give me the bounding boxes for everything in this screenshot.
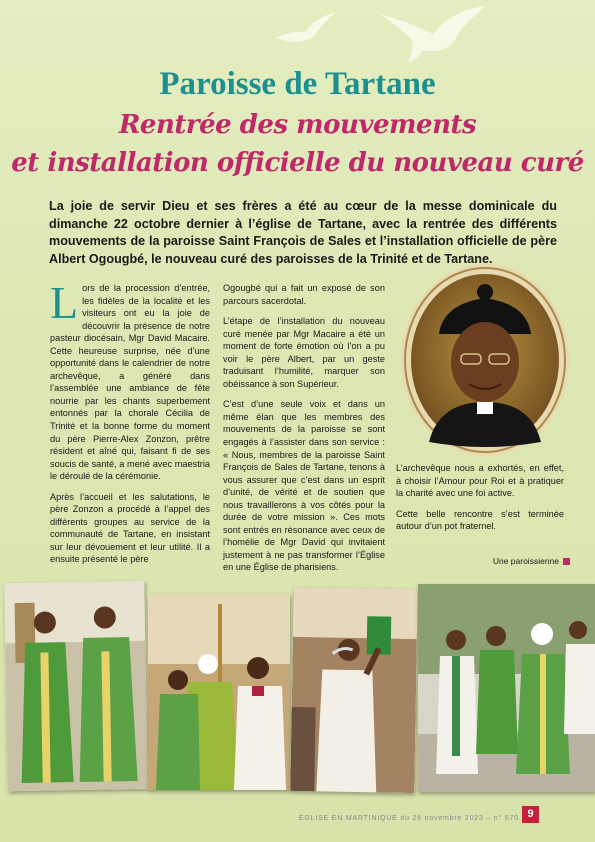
article-subtitle-line1: Rentrée des mouvements [118, 110, 477, 140]
signature-text: Une paroissienne [492, 556, 559, 566]
end-mark-icon [563, 558, 570, 565]
paragraph: C’est d’une seule voix et dans un même élan que les membres des mouvements de la paroisse se sont engagés à l’assister dans son service : « Nous, membres de la paroisse Saint François de Sales de Tartane, tenons à vous assurer que c’est dans un esprit d’unité, de vérité et de soutien que nous travaillerons à vos côtés pour la durée de votre mission ». Ces mots sont entrés en résonance avec ceux de l’homélie de Mgr David qui invitaient justement à ne pas transformer l’Église en une Église de pharisiens. [223, 399, 385, 573]
drop-cap: L [50, 277, 79, 328]
article-column-3 [396, 462, 564, 541]
photo-bishop-installation [148, 594, 290, 790]
page-title: Paroisse de Tartane [159, 66, 436, 102]
paragraph: Cette belle rencontre s’est terminée autour d’un pot fraternel. [396, 508, 564, 532]
page-footer [0, 802, 595, 842]
priest-portrait-image [399, 262, 571, 458]
paragraph: Ogougbé qui a fait un exposé de son parcours sacerdotal. [223, 283, 385, 306]
dove-icon [270, 8, 340, 48]
photo-parishioner-with-book [290, 587, 418, 793]
photo-priests-at-altar [4, 581, 148, 791]
paragraph: Après l’accueil et les salutations, le père Zonzon a procédé à l’appel des différents groupes au service de la communauté de Tartane, en insistant sur leur dévouement et leur utilité. Il a ensuite présenté le père [50, 491, 210, 565]
photo-procession [418, 584, 595, 792]
article-column-2 [223, 282, 385, 582]
article-signature [396, 556, 570, 566]
paragraph: L’archevêque nous a exhortés, en effet, à choisir l’Amour pour Roi et à pratiquer la charité avec une foi active. [396, 463, 564, 499]
footer-publication: ÉGLISE EN MARTINIQUE du 26 novembre 2023 – n° 670 [298, 815, 519, 822]
article-subtitle-line2: et installation officielle du nouveau curé [11, 148, 584, 178]
dove-icon [378, 4, 488, 64]
article-lead: La joie de servir Dieu et ses frères a été au cœur de la messe dominicale du dimanche 22 octobre dernier à l’église de Tartane, avec la rentrée des différents mouvements de la paroisse Saint François de Sales et l’installation officielle de père Albert Ogougbé, le nouveau curé des paroisses de la Trinité et de Tartane. [49, 199, 557, 266]
paragraph: L’étape de l’installation du nouveau curé menée par Mgr Macaire a été un moment de forte émotion où l’on a pu voir le père Albert, par un geste traduisant l’humilité, marquer son obéissance à son Supérieur. [223, 316, 385, 389]
page-number: 9 [522, 806, 539, 823]
paragraph: ors de la procession d’entrée, les fidèles de la localité et les visiteurs ont eu la joie de découvrir la présence de notre pasteur diocésain, Mgr David Macaire. Cette heureuse surprise, née d’une opportunité dans le calendrier de notre archevêque, a généré dans l’assemblée une ambiance de fête nourrie par les chants superbement entonnés par la chorale Cécilia de Trinité et la bonne forme du moment du père Pierre-Alex Zonzon, prêtre résident et aîné qui, faisant fi de ses soucis de santé, a mené avec maestria le déroulé de la cérémonie. [50, 283, 210, 482]
article-column-1 [50, 277, 210, 574]
